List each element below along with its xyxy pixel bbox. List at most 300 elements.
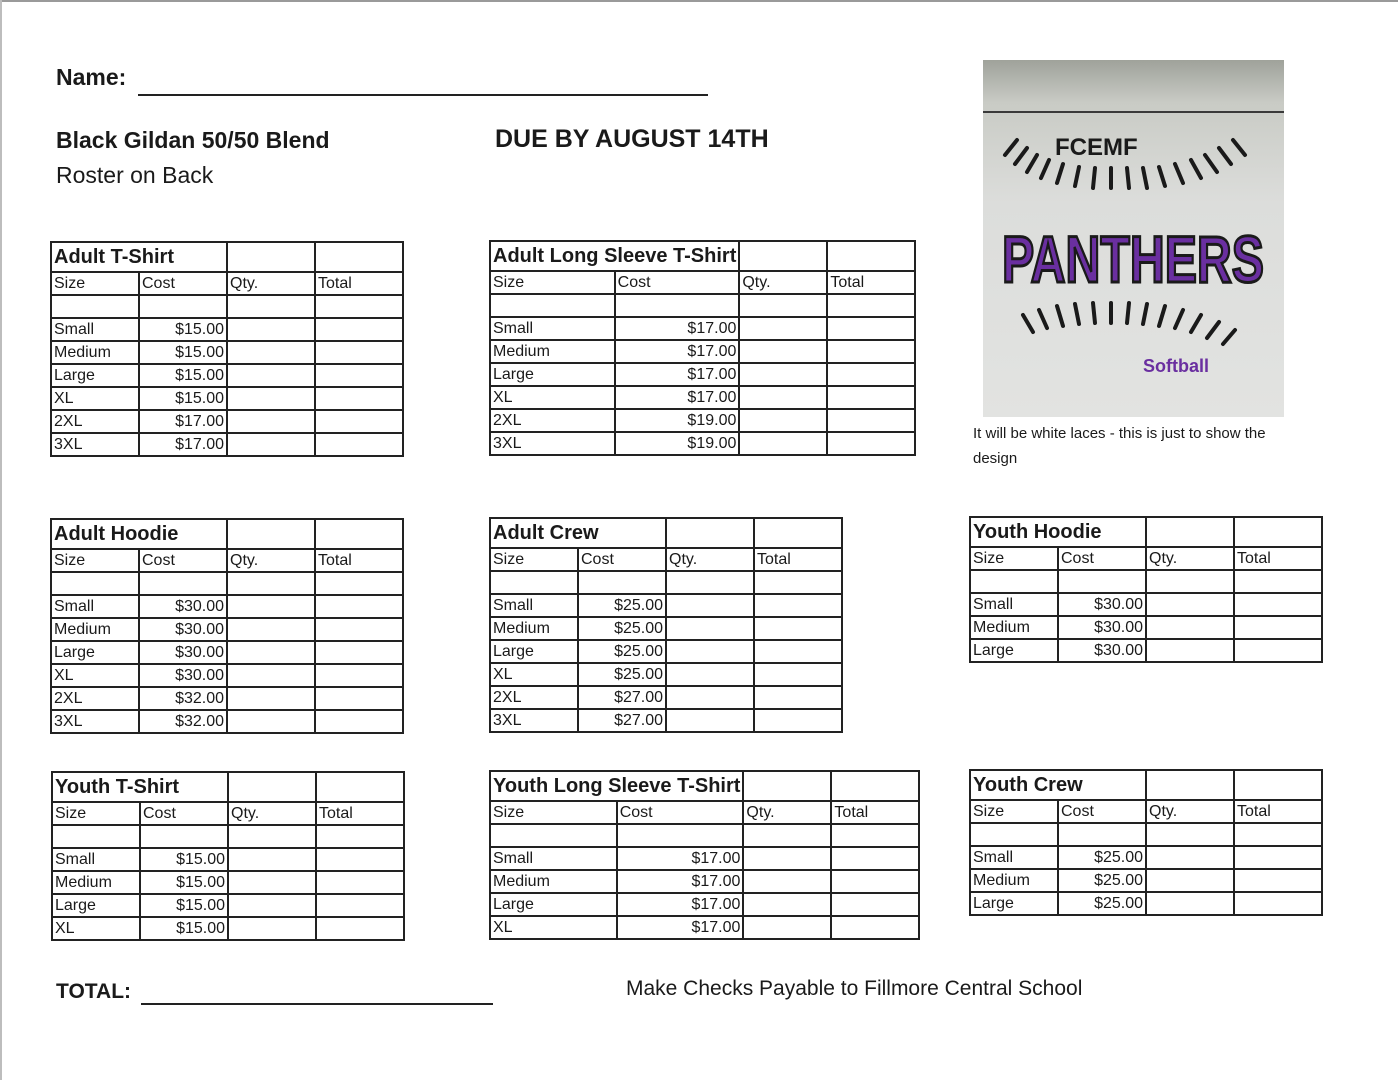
cost-cell: $17.00 <box>615 340 740 363</box>
total-input-cell[interactable] <box>316 871 404 894</box>
cost-cell: $17.00 <box>617 893 744 916</box>
size-cell: Large <box>52 894 140 917</box>
size-cell: Medium <box>970 616 1058 639</box>
qty-input-cell[interactable] <box>739 432 827 455</box>
due-date-heading: DUE BY AUGUST 14TH <box>495 125 769 153</box>
table-row <box>490 916 919 939</box>
table-title-row <box>970 517 1322 547</box>
blank-cell <box>1234 823 1322 846</box>
table-row <box>970 593 1322 616</box>
blank-cell <box>315 295 403 318</box>
blank-cell <box>228 772 316 802</box>
cost-cell: $15.00 <box>140 894 228 917</box>
table-title-row <box>490 518 842 548</box>
blank-cell <box>315 572 403 595</box>
size-cell: Medium <box>490 870 617 893</box>
column-header-size: Size <box>970 800 1058 823</box>
table-title-row <box>51 519 403 549</box>
table-row <box>490 594 842 617</box>
total-input-cell[interactable] <box>316 917 404 940</box>
blank-cell <box>743 824 831 847</box>
blank-cell <box>617 824 744 847</box>
qty-input-cell[interactable] <box>739 363 827 386</box>
qty-input-cell[interactable] <box>1146 639 1234 662</box>
table-title: Adult T-Shirt <box>51 242 227 272</box>
cost-cell: $30.00 <box>1058 593 1146 616</box>
table-title-row <box>970 770 1322 800</box>
logo-top-text: FCEMF <box>1055 134 1138 161</box>
size-cell: XL <box>490 916 617 939</box>
total-input-cell[interactable] <box>1234 846 1322 869</box>
qty-input-cell[interactable] <box>228 871 316 894</box>
blank-cell <box>827 241 915 271</box>
table-row <box>51 433 403 456</box>
cost-cell: $15.00 <box>139 364 227 387</box>
qty-input-cell[interactable] <box>227 318 315 341</box>
total-input-cell[interactable] <box>754 617 842 640</box>
total-input-cell[interactable] <box>831 893 919 916</box>
qty-input-cell[interactable] <box>227 687 315 710</box>
column-header-qty: Qty. <box>1146 547 1234 570</box>
blank-cell <box>316 825 404 848</box>
total-input-cell[interactable] <box>315 364 403 387</box>
cost-cell: $17.00 <box>617 870 744 893</box>
qty-input-cell[interactable] <box>666 663 754 686</box>
cost-cell: $17.00 <box>615 386 740 409</box>
header-row <box>970 547 1322 570</box>
blank-cell <box>578 571 666 594</box>
total-input-cell[interactable] <box>1234 616 1322 639</box>
qty-input-cell[interactable] <box>228 894 316 917</box>
total-input-cell[interactable] <box>315 687 403 710</box>
blank-cell <box>666 518 754 548</box>
blank-cell <box>228 825 316 848</box>
header-row <box>490 801 919 824</box>
blank-cell <box>139 295 227 318</box>
table-title-row <box>490 241 915 271</box>
blank-cell <box>1146 570 1234 593</box>
size-cell: Small <box>970 846 1058 869</box>
logo-bottom-text: Softball <box>1143 356 1209 376</box>
blank-row <box>490 824 919 847</box>
logo-main-text: PANTHERS <box>1002 222 1264 296</box>
total-input-cell[interactable] <box>315 664 403 687</box>
header-row <box>52 802 404 825</box>
size-cell: XL <box>52 917 140 940</box>
size-cell: Medium <box>51 341 139 364</box>
size-cell: XL <box>490 386 615 409</box>
size-cell: Large <box>970 892 1058 915</box>
table-title-row <box>51 242 403 272</box>
table-row <box>51 341 403 364</box>
qty-input-cell[interactable] <box>666 686 754 709</box>
panthers-softball-logo <box>983 60 1284 417</box>
table-row <box>490 870 919 893</box>
table-title: Youth Hoodie <box>970 517 1146 547</box>
total-input-cell[interactable] <box>316 848 404 871</box>
size-cell: Small <box>52 848 140 871</box>
size-cell: 3XL <box>490 709 578 732</box>
table-row <box>490 317 915 340</box>
name-field-line[interactable] <box>138 94 708 96</box>
total-input-cell[interactable] <box>831 916 919 939</box>
blank-cell <box>316 772 404 802</box>
size-cell: XL <box>51 664 139 687</box>
cost-cell: $30.00 <box>1058 639 1146 662</box>
size-cell: Small <box>51 595 139 618</box>
blank-cell <box>1234 770 1322 800</box>
blank-cell <box>227 295 315 318</box>
blank-cell <box>490 824 617 847</box>
total-input-cell[interactable] <box>754 663 842 686</box>
blank-cell <box>1058 823 1146 846</box>
table-row <box>51 664 403 687</box>
table-row <box>970 869 1322 892</box>
size-cell: Large <box>51 641 139 664</box>
total-input-cell[interactable] <box>754 709 842 732</box>
cost-cell: $25.00 <box>1058 846 1146 869</box>
cost-cell: $17.00 <box>139 433 227 456</box>
table-title-row <box>490 771 919 801</box>
column-header-qty: Qty. <box>666 548 754 571</box>
column-header-cost: Cost <box>1058 547 1146 570</box>
table-title: Adult Crew <box>490 518 666 548</box>
size-cell: Small <box>490 594 578 617</box>
payable-note: Make Checks Payable to Fillmore Central School <box>626 977 1083 1000</box>
size-cell: Small <box>51 318 139 341</box>
total-input-cell[interactable] <box>315 318 403 341</box>
blank-row <box>970 570 1322 593</box>
cost-cell: $17.00 <box>617 916 744 939</box>
total-input-cell[interactable] <box>1234 892 1322 915</box>
qty-input-cell[interactable] <box>228 917 316 940</box>
column-header-total: Total <box>827 271 915 294</box>
column-header-cost: Cost <box>140 802 228 825</box>
total-input-cell[interactable] <box>315 410 403 433</box>
qty-input-cell[interactable] <box>743 870 831 893</box>
total-input-cell[interactable] <box>827 363 915 386</box>
total-input-cell[interactable] <box>315 341 403 364</box>
qty-input-cell[interactable] <box>743 916 831 939</box>
blank-cell <box>51 295 139 318</box>
size-cell: Small <box>970 593 1058 616</box>
qty-input-cell[interactable] <box>739 386 827 409</box>
order-table-youth-crew <box>969 769 1323 916</box>
column-header-size: Size <box>490 548 578 571</box>
size-cell: Large <box>51 364 139 387</box>
qty-input-cell[interactable] <box>666 709 754 732</box>
total-input-cell[interactable] <box>315 433 403 456</box>
column-header-cost: Cost <box>578 548 666 571</box>
qty-input-cell[interactable] <box>228 848 316 871</box>
size-cell: Medium <box>490 340 615 363</box>
table-row <box>51 410 403 433</box>
grand-total-label: TOTAL: <box>56 980 132 1003</box>
table-row <box>52 871 404 894</box>
product-line-heading: Black Gildan 50/50 Blend <box>56 127 330 153</box>
cost-cell: $25.00 <box>578 640 666 663</box>
size-cell: Medium <box>490 617 578 640</box>
cost-cell: $15.00 <box>139 318 227 341</box>
qty-input-cell[interactable] <box>227 387 315 410</box>
total-input-cell[interactable] <box>827 409 915 432</box>
table-row <box>490 686 842 709</box>
blank-cell <box>139 572 227 595</box>
cost-cell: $15.00 <box>139 387 227 410</box>
blank-cell <box>51 572 139 595</box>
order-table-youth-hoodie <box>969 516 1323 663</box>
size-cell: Small <box>490 847 617 870</box>
blank-cell <box>970 823 1058 846</box>
size-cell: 3XL <box>51 710 139 733</box>
header-row <box>490 271 915 294</box>
size-cell: 2XL <box>51 687 139 710</box>
column-header-cost: Cost <box>615 271 740 294</box>
scan-left-edge <box>0 0 2 1080</box>
column-header-size: Size <box>490 801 617 824</box>
blank-cell <box>970 570 1058 593</box>
total-input-cell[interactable] <box>316 894 404 917</box>
total-input-cell[interactable] <box>831 870 919 893</box>
blank-cell <box>666 571 754 594</box>
blank-cell <box>52 825 140 848</box>
size-cell: Medium <box>51 618 139 641</box>
qty-input-cell[interactable] <box>227 364 315 387</box>
cost-cell: $15.00 <box>140 848 228 871</box>
qty-input-cell[interactable] <box>227 341 315 364</box>
blank-cell <box>615 294 740 317</box>
cost-cell: $25.00 <box>578 594 666 617</box>
blank-cell <box>315 242 403 272</box>
cost-cell: $19.00 <box>615 409 740 432</box>
qty-input-cell[interactable] <box>666 594 754 617</box>
qty-input-cell[interactable] <box>1146 869 1234 892</box>
total-input-cell[interactable] <box>831 847 919 870</box>
blank-cell <box>1234 570 1322 593</box>
blank-row <box>51 295 403 318</box>
blank-row <box>970 823 1322 846</box>
order-table-adult-hoodie <box>50 518 404 734</box>
qty-input-cell[interactable] <box>743 893 831 916</box>
blank-cell <box>754 518 842 548</box>
header-row <box>51 272 403 295</box>
qty-input-cell[interactable] <box>666 617 754 640</box>
qty-input-cell[interactable] <box>739 340 827 363</box>
cost-cell: $17.00 <box>615 317 740 340</box>
blank-cell <box>227 572 315 595</box>
blank-cell <box>227 242 315 272</box>
blank-cell <box>490 294 615 317</box>
size-cell: Large <box>490 893 617 916</box>
total-input-cell[interactable] <box>827 386 915 409</box>
qty-input-cell[interactable] <box>739 409 827 432</box>
total-input-cell[interactable] <box>315 710 403 733</box>
blank-row <box>490 571 842 594</box>
header-row <box>490 548 842 571</box>
column-header-total: Total <box>1234 547 1322 570</box>
roster-note: Roster on Back <box>56 162 214 188</box>
blank-cell <box>1234 517 1322 547</box>
blank-row <box>52 825 404 848</box>
qty-input-cell[interactable] <box>739 317 827 340</box>
total-input-cell[interactable] <box>315 387 403 410</box>
order-table-youth-long-sleeve <box>489 770 920 940</box>
qty-input-cell[interactable] <box>1146 593 1234 616</box>
table-title: Youth Long Sleeve T-Shirt <box>490 771 743 801</box>
total-input-cell[interactable] <box>754 686 842 709</box>
cost-cell: $25.00 <box>578 663 666 686</box>
table-title: Adult Hoodie <box>51 519 227 549</box>
qty-input-cell[interactable] <box>227 410 315 433</box>
header-row <box>51 549 403 572</box>
column-header-total: Total <box>315 272 403 295</box>
size-cell: Medium <box>52 871 140 894</box>
blank-cell <box>743 771 831 801</box>
qty-input-cell[interactable] <box>227 433 315 456</box>
size-cell: 3XL <box>51 433 139 456</box>
column-header-qty: Qty. <box>227 549 315 572</box>
table-row <box>51 687 403 710</box>
table-row <box>51 618 403 641</box>
column-header-total: Total <box>315 549 403 572</box>
blank-cell <box>827 294 915 317</box>
blank-cell <box>490 571 578 594</box>
blank-cell <box>754 571 842 594</box>
size-cell: XL <box>490 663 578 686</box>
total-input-cell[interactable] <box>315 595 403 618</box>
header-row <box>970 800 1322 823</box>
blank-cell <box>227 519 315 549</box>
table-row <box>490 409 915 432</box>
qty-input-cell[interactable] <box>227 664 315 687</box>
size-cell: 2XL <box>490 686 578 709</box>
size-cell: 2XL <box>490 409 615 432</box>
table-row <box>51 710 403 733</box>
size-cell: 3XL <box>490 432 615 455</box>
cost-cell: $25.00 <box>1058 869 1146 892</box>
table-row <box>490 432 915 455</box>
size-cell: Large <box>490 363 615 386</box>
blank-cell <box>831 771 919 801</box>
scan-top-edge <box>0 0 1398 2</box>
table-row <box>52 894 404 917</box>
table-row <box>490 893 919 916</box>
column-header-total: Total <box>1234 800 1322 823</box>
table-row <box>51 641 403 664</box>
blank-row <box>51 572 403 595</box>
qty-input-cell[interactable] <box>227 710 315 733</box>
table-title: Youth Crew <box>970 770 1146 800</box>
cost-cell: $30.00 <box>139 664 227 687</box>
size-cell: Large <box>490 640 578 663</box>
cost-cell: $25.00 <box>1058 892 1146 915</box>
total-input-cell[interactable] <box>754 640 842 663</box>
table-row <box>490 709 842 732</box>
blank-row <box>490 294 915 317</box>
order-table-adult-tshirt <box>50 241 404 457</box>
cost-cell: $27.00 <box>578 686 666 709</box>
table-title: Youth T-Shirt <box>52 772 228 802</box>
qty-input-cell[interactable] <box>1146 846 1234 869</box>
table-row <box>490 847 919 870</box>
column-header-total: Total <box>831 801 919 824</box>
cost-cell: $30.00 <box>139 618 227 641</box>
cost-cell: $15.00 <box>139 341 227 364</box>
column-header-size: Size <box>51 272 139 295</box>
column-header-qty: Qty. <box>1146 800 1234 823</box>
qty-input-cell[interactable] <box>227 618 315 641</box>
column-header-size: Size <box>490 271 615 294</box>
size-cell: Large <box>970 639 1058 662</box>
table-row <box>52 917 404 940</box>
total-input-cell[interactable] <box>315 618 403 641</box>
total-input-cell[interactable] <box>1234 593 1322 616</box>
order-table-adult-crew <box>489 517 843 733</box>
total-input-cell[interactable] <box>315 641 403 664</box>
table-row <box>970 846 1322 869</box>
column-header-total: Total <box>316 802 404 825</box>
table-row <box>490 340 915 363</box>
cost-cell: $30.00 <box>1058 616 1146 639</box>
qty-input-cell[interactable] <box>666 640 754 663</box>
qty-input-cell[interactable] <box>1146 616 1234 639</box>
cost-cell: $17.00 <box>139 410 227 433</box>
total-input-cell[interactable] <box>827 432 915 455</box>
column-header-cost: Cost <box>139 549 227 572</box>
table-row <box>490 640 842 663</box>
blank-cell <box>739 294 827 317</box>
size-cell: Small <box>490 317 615 340</box>
qty-input-cell[interactable] <box>743 847 831 870</box>
total-input-cell[interactable] <box>1234 639 1322 662</box>
grand-total-field-line[interactable] <box>141 1003 493 1005</box>
blank-cell <box>315 519 403 549</box>
total-input-cell[interactable] <box>827 317 915 340</box>
blank-cell <box>1146 770 1234 800</box>
column-header-qty: Qty. <box>739 271 827 294</box>
cost-cell: $32.00 <box>139 710 227 733</box>
blank-cell <box>1058 570 1146 593</box>
table-row <box>970 639 1322 662</box>
cost-cell: $30.00 <box>139 595 227 618</box>
qty-input-cell[interactable] <box>227 641 315 664</box>
order-table-adult-long-sleeve <box>489 240 916 456</box>
column-header-total: Total <box>754 548 842 571</box>
column-header-size: Size <box>970 547 1058 570</box>
qty-input-cell[interactable] <box>227 595 315 618</box>
table-row <box>51 318 403 341</box>
column-header-qty: Qty. <box>743 801 831 824</box>
blank-cell <box>739 241 827 271</box>
table-row <box>490 663 842 686</box>
column-header-cost: Cost <box>617 801 744 824</box>
qty-input-cell[interactable] <box>1146 892 1234 915</box>
order-table-youth-tshirt <box>51 771 405 941</box>
total-input-cell[interactable] <box>827 340 915 363</box>
cost-cell: $19.00 <box>615 432 740 455</box>
table-row <box>51 364 403 387</box>
total-input-cell[interactable] <box>754 594 842 617</box>
cost-cell: $15.00 <box>140 917 228 940</box>
cost-cell: $17.00 <box>617 847 744 870</box>
table-row <box>51 595 403 618</box>
size-cell: 2XL <box>51 410 139 433</box>
total-input-cell[interactable] <box>1234 869 1322 892</box>
table-row <box>970 616 1322 639</box>
table-row <box>490 363 915 386</box>
table-title: Adult Long Sleeve T-Shirt <box>490 241 739 271</box>
table-row <box>490 386 915 409</box>
